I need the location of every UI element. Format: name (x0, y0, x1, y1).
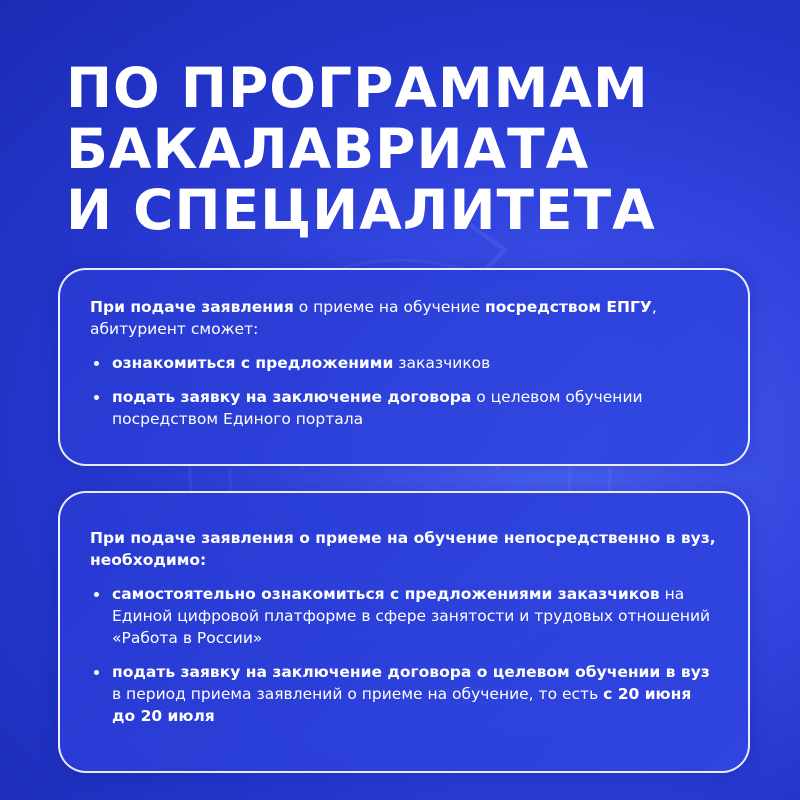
epgu-card-intro (90, 296, 718, 340)
university-card-intro (90, 527, 718, 571)
intro-bold-1: При подаче заявления (90, 298, 294, 316)
list-item-text: заказчиков (393, 354, 491, 372)
list-item-bold: подать заявку на заключение договора о целевом обучении в вуз (112, 663, 710, 681)
page-title (66, 58, 656, 241)
title-line-2: БАКАЛАВРИАТА (66, 117, 590, 181)
list-item-bold: ознакомиться с предложеними (112, 354, 394, 372)
title-line-3: И СПЕЦИАЛИТЕТА (66, 178, 656, 242)
intro-text-1: о приеме на обучение (293, 298, 486, 316)
list-item-date-range: с 20 июня до 20 июля (112, 685, 692, 725)
university-info-card (58, 491, 750, 773)
university-card-list (90, 583, 718, 727)
list-item (90, 386, 718, 430)
list-item (90, 352, 718, 374)
list-item-text: на Единой цифровой платформе в сфере занятости и трудовых отношений «Работа в России» (112, 585, 711, 647)
list-item-text: о целевом обучении посредством Единого портала (112, 388, 643, 428)
list-item (90, 583, 718, 649)
epgu-info-card (58, 268, 750, 466)
intro-text-2: , абитуриент сможет: (90, 298, 657, 338)
intro-bold-2: посредством ЕПГУ (485, 298, 652, 316)
epgu-card-list (90, 352, 718, 430)
list-item (90, 661, 718, 727)
intro-bold: При подаче заявления о приеме на обучение непосредственно в вуз, необходимо: (90, 529, 716, 569)
list-item-bold: самостоятельно ознакомиться с предложениями заказчиков (112, 585, 660, 603)
title-line-1: ПО ПРОГРАММАМ (66, 56, 649, 120)
list-item-text: в период приема заявлений о приеме на обучение, то есть (112, 685, 604, 703)
list-item-bold: подать заявку на заключение договора (112, 388, 472, 406)
